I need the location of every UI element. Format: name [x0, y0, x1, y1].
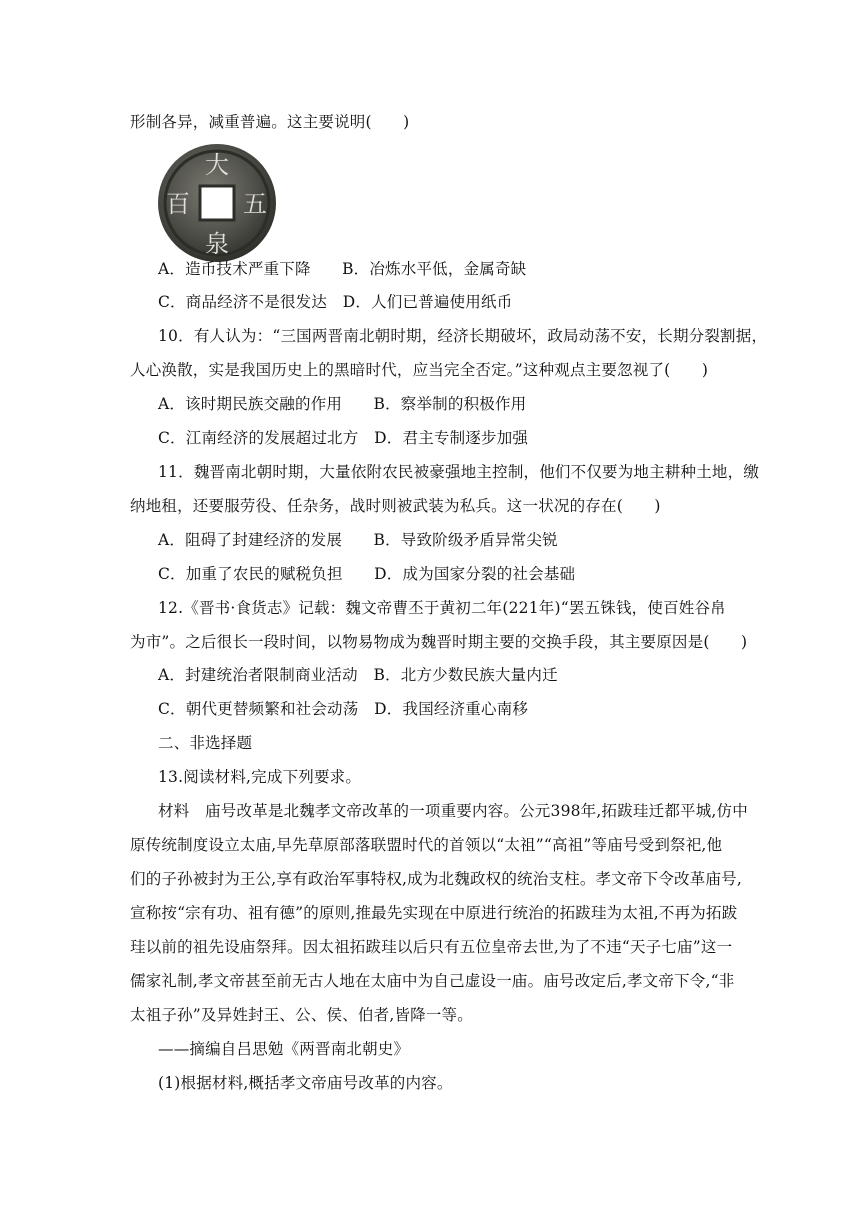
section-heading: 二、非选择题	[158, 734, 253, 752]
q13-material-line: 珪以前的祖先设庙祭拜。因太祖拓跋珪以后只有五位皇帝去世,为了不违“天子七庙”这一	[130, 938, 733, 956]
q13-material-line: 儒家礼制,孝文帝甚至前无古人地在太庙中为自己虚设一庙。庙号改定后,孝文帝下令,“非	[130, 972, 735, 990]
coin-char-bottom: 泉	[205, 230, 229, 258]
q13-sub-question-1: (1)根据材料,概括孝文帝庙号改革的内容。	[158, 1074, 453, 1092]
coin-char-left: 百	[166, 190, 190, 218]
coin-char-top: 大	[205, 151, 229, 179]
q9-options-row2: C．商品经济不是很发达 D．人们已普遍使用纸币	[158, 293, 513, 311]
q10-options-row1: A．该时期民族交融的作用 B．察举制的积极作用	[158, 395, 527, 413]
q13-material-line: 原传统制度设立太庙,早先草原部落联盟时代的首领以“太祖”“高祖”等庙号受到祭祀,他	[130, 836, 723, 854]
q10-line2: 人心涣散，实是我国历史上的黑暗时代，应当完全否定。”这种观点主要忽视了( )	[130, 361, 709, 379]
q9-options-row1: A．造币技术严重下降 B．冶炼水平低，金属奇缺	[158, 260, 527, 278]
ancient-coin-image	[156, 142, 278, 264]
q13-material-line: 材料 庙号改革是北魏孝文帝改革的一项重要内容。公元398年,拓跋珪迁都平城,仿中	[158, 802, 748, 820]
q12-line2: 为市”。之后很长一段时间，以物易物成为魏晋时期主要的交换手段，其主要原因是( )	[130, 633, 748, 651]
coin-char-right: 五	[243, 190, 267, 218]
q10-line1: 10．有人认为：“三国两晋南北朝时期，经济长期破坏，政局动荡不安，长期分裂割据，	[158, 327, 768, 345]
q13-source: ——摘编自吕思勉《两晋南北朝史》	[158, 1040, 410, 1058]
q11-options-row1: A．阻碍了封建经济的发展 B．导致阶级矛盾异常尖锐	[158, 531, 558, 549]
q11-options-row2: C．加重了农民的赋税负担 D．成为国家分裂的社会基础	[158, 565, 576, 583]
q9-stem-tail: 形制各异，减重普遍。这主要说明( )	[130, 113, 410, 131]
q11-line1: 11．魏晋南北朝时期，大量依附农民被豪强地主控制，他们不仅要为地主耕种土地，缴	[158, 463, 760, 481]
q12-options-row2: C．朝代更替频繁和社会动荡 D．我国经济重心南移	[158, 700, 529, 718]
q12-options-row1: A．封建统治者限制商业活动 B．北方少数民族大量内迁	[158, 666, 558, 684]
q12-line1: 12.《晋书·食货志》记载：魏文帝曹丕于黄初二年(221年)“罢五铢钱，使百姓谷帛	[158, 599, 726, 617]
q13-instruction: 13.阅读材料,完成下列要求。	[158, 768, 362, 786]
q13-material-line: 们的子孙被封为王公,享有政治军事特权,成为北魏政权的统治支柱。孝文帝下令改革庙号,	[130, 870, 742, 888]
q11-line2: 纳地租，还要服劳役、任杂务，战时则被武装为私兵。这一状况的存在( )	[130, 497, 661, 515]
q13-material-line: 太祖子孙”及异姓封王、公、侯、伯者,皆降一等。	[130, 1006, 473, 1024]
q10-options-row2: C．江南经济的发展超过北方 D．君主专制逐步加强	[158, 429, 529, 447]
q13-material-line: 宣称按“宗有功、祖有德”的原则,推最先实现在中原进行统治的拓跋珪为太祖,不再为拓跋	[130, 904, 738, 922]
